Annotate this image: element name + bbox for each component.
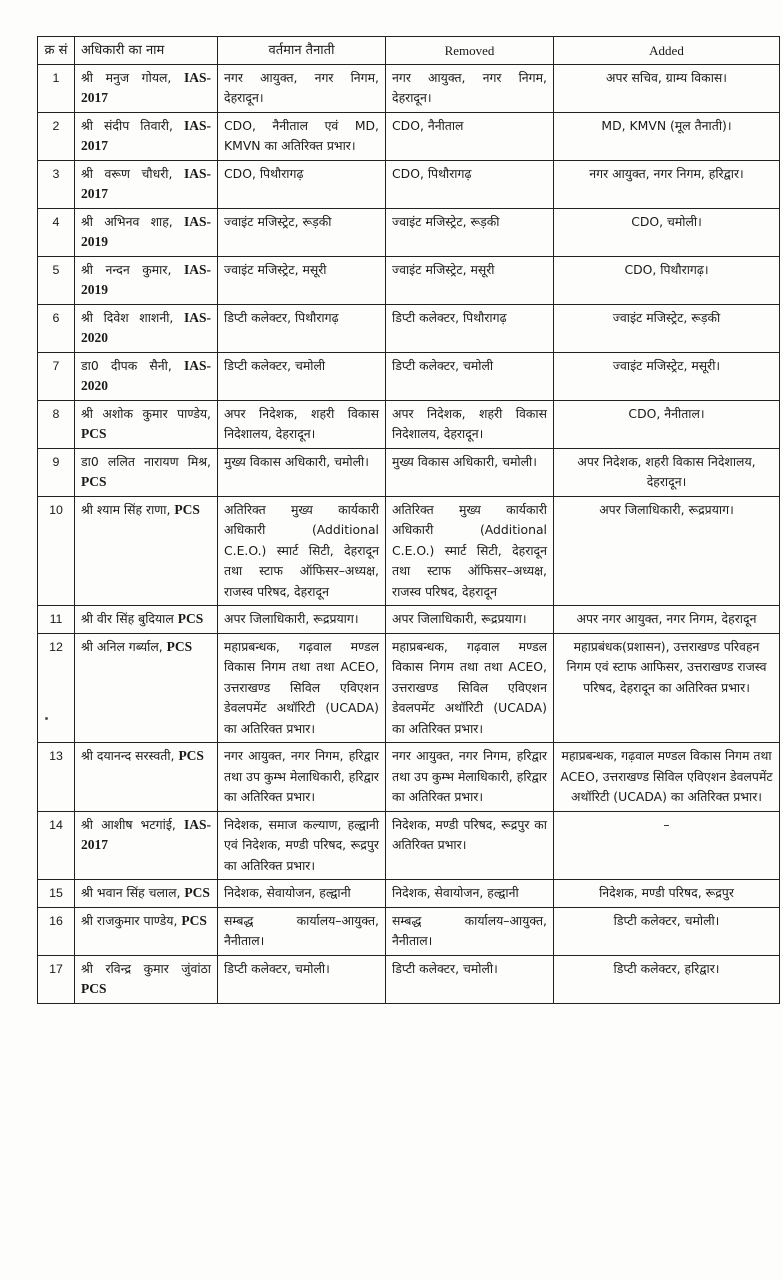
service-batch: PCS <box>166 638 193 654</box>
added-posting: निदेशक, मण्डी परिषद, रूद्रपुर <box>554 880 780 908</box>
service-batch: PCS <box>174 501 200 517</box>
added-posting: अपर जिलाधिकारी, रूद्रप्रयाग। <box>554 496 780 606</box>
removed-posting: महाप्रबन्धक, गढ़वाल मण्डल विकास निगम तथा तथा ACEO, उत्तराखण्ड सिविल एविएशन डेवलपमेंट अथॉरिटी (UCADA) का अतिरिक्त प्रभार। <box>386 633 554 743</box>
current-posting: अपर जिलाधिकारी, रूद्रप्रयाग। <box>218 606 386 634</box>
added-posting: MD, KMVN (मूल तैनाती)। <box>554 112 780 160</box>
table-row <box>38 208 780 256</box>
removed-posting: ज्वाइंट मजिस्ट्रेट, मसूरी <box>386 256 554 304</box>
service-batch: PCS <box>81 981 107 996</box>
added-posting: CDO, पिथौरागढ़। <box>554 256 780 304</box>
header-current-posting: वर्तमान तैनाती <box>218 37 386 65</box>
officer-name: श्री राजकुमार पाण्डेय, <box>81 912 178 928</box>
serial-number: 11 <box>38 606 75 634</box>
current-posting: नगर आयुक्त, नगर निगम, हरिद्वार तथा उप कुम्भ मेलाधिकारी, हरिद्वार का अतिरिक्त प्रभार। <box>218 743 386 812</box>
current-posting: नगर आयुक्त, नगर निगम, देहरादून। <box>218 64 386 112</box>
officer-name-cell <box>75 304 218 352</box>
current-posting: ज्वाइंट मजिस्ट्रेट, रूड़की <box>218 208 386 256</box>
current-posting: निदेशक, सेवायोजन, हल्द्वानी <box>218 880 386 908</box>
officer-name-cell <box>75 112 218 160</box>
table-row <box>38 606 780 634</box>
serial-number: 8 <box>38 400 75 448</box>
removed-posting: डिप्टी कलेक्टर, चमोली। <box>386 955 554 1003</box>
table-row <box>38 112 780 160</box>
current-posting: ज्वाइंट मजिस्ट्रेट, मसूरी <box>218 256 386 304</box>
serial-number: 12 <box>38 633 75 743</box>
service-batch: IAS-2017 <box>81 117 211 153</box>
officer-name: श्री आशीष भटगांई, <box>81 816 176 832</box>
serial-number: 1 <box>38 64 75 112</box>
officer-name-cell <box>75 256 218 304</box>
added-posting: डिप्टी कलेक्टर, हरिद्वार। <box>554 955 780 1003</box>
serial-number: 13 <box>38 743 75 812</box>
header-removed: Removed <box>386 37 554 65</box>
removed-posting: अपर निदेशक, शहरी विकास निदेशालय, देहरादून। <box>386 400 554 448</box>
service-batch: PCS <box>177 611 204 626</box>
officer-name: श्री भवान सिंह चलाल, <box>81 885 181 900</box>
added-posting: महाप्रबंधक(प्रशासन), उत्तराखण्ड परिवहन निगम एवं स्टाफ आफिसर, उत्तराखण्ड राजस्व परिषद, देहरादून का अतिरिक्त प्रभार। <box>554 633 780 743</box>
added-posting: CDO, नैनीताल। <box>554 400 780 448</box>
serial-number: 7 <box>38 352 75 400</box>
removed-posting: निदेशक, मण्डी परिषद, रूद्रपुर का अतिरिक्त प्रभार। <box>386 811 554 880</box>
removed-posting: निदेशक, सेवायोजन, हल्द्वानी <box>386 880 554 908</box>
current-posting: CDO, पिथौरागढ़ <box>218 160 386 208</box>
added-posting: ज्वाइंट मजिस्ट्रेट, मसूरी। <box>554 352 780 400</box>
table-row <box>38 880 780 908</box>
officer-name-cell <box>75 880 218 908</box>
current-posting: महाप्रबन्धक, गढ़वाल मण्डल विकास निगम तथा तथा ACEO, उत्तराखण्ड सिविल एविएशन डेवलपमेंट अथॉरिटी (UCADA) का अतिरिक्त प्रभार। <box>218 633 386 743</box>
officer-name-cell <box>75 448 218 496</box>
officer-name: श्री दिवेश शाशनी, <box>81 309 174 325</box>
added-posting: महाप्रबन्धक, गढ़वाल मण्डल विकास निगम तथा ACEO, उत्तराखण्ड सिविल एविएशन डेवलपमेंट अथॉरिटी (UCADA) का अतिरिक्त प्रभार। <box>554 743 780 812</box>
serial-number: 15 <box>38 880 75 908</box>
table-row <box>38 633 780 743</box>
service-batch: PCS <box>178 748 204 763</box>
table-row <box>38 352 780 400</box>
officer-name: श्री मनुज गोयल, <box>81 69 172 85</box>
officer-name: श्री वीर सिंह बुदियाल <box>81 611 174 626</box>
header-serial: क्र सं <box>38 37 75 65</box>
added-posting: अपर निदेशक, शहरी विकास निदेशालय, देहरादून। <box>554 448 780 496</box>
current-posting: अतिरिक्त मुख्य कार्यकारी अधिकारी (Additional C.E.O.) स्मार्ट सिटी, देहरादून तथा स्टाफ ऑफिसर–अध्यक्ष, राजस्व परिषद, देहरादून <box>218 496 386 606</box>
removed-posting: सम्बद्ध कार्यालय–आयुक्त, नैनीताल। <box>386 907 554 955</box>
service-batch: PCS <box>181 912 207 928</box>
current-posting: मुख्य विकास अधिकारी, चमोली। <box>218 448 386 496</box>
header-officer-name: अधिकारी का नाम <box>75 37 218 65</box>
removed-posting: नगर आयुक्त, नगर निगम, हरिद्वार तथा उप कुम्भ मेलाधिकारी, हरिद्वार का अतिरिक्त प्रभार। <box>386 743 554 812</box>
serial-number: 16 <box>38 907 75 955</box>
table-row <box>38 907 780 955</box>
table-row <box>38 811 780 880</box>
officer-name: श्री अभिनव शाह, <box>81 213 173 229</box>
table-row <box>38 448 780 496</box>
service-batch: IAS-2019 <box>81 213 211 249</box>
current-posting: निदेशक, समाज कल्याण, हल्द्वानी एवं निदेशक, मण्डी परिषद, रूद्रपुर का अतिरिक्त प्रभार। <box>218 811 386 880</box>
service-batch: IAS-2019 <box>81 261 211 297</box>
officer-name-cell <box>75 955 218 1003</box>
service-batch: IAS-2017 <box>81 69 211 105</box>
service-batch: PCS <box>184 885 210 900</box>
table-row <box>38 64 780 112</box>
officer-name: श्री अशोक कुमार पाण्डेय, <box>81 405 211 421</box>
officer-name-cell <box>75 633 218 743</box>
officer-name-cell <box>75 496 218 606</box>
current-posting: सम्बद्ध कार्यालय–आयुक्त, नैनीताल। <box>218 907 386 955</box>
table-header-row <box>38 37 780 65</box>
removed-posting: अतिरिक्त मुख्य कार्यकारी अधिकारी (Additional C.E.O.) स्मार्ट सिटी, देहरादून तथा स्टाफ ऑफिसर–अध्यक्ष, राजस्व परिषद, देहरादून <box>386 496 554 606</box>
service-batch: IAS-2020 <box>81 309 211 345</box>
officer-name: डा0 ललित नारायण मिश्र, <box>81 453 211 469</box>
table-row <box>38 743 780 812</box>
current-posting: डिप्टी कलेक्टर, चमोली। <box>218 955 386 1003</box>
officer-name-cell <box>75 208 218 256</box>
header-added: Added <box>554 37 780 65</box>
added-posting: अपर सचिव, ग्राम्य विकास। <box>554 64 780 112</box>
service-batch: IAS-2017 <box>81 816 211 852</box>
removed-posting: CDO, नैनीताल <box>386 112 554 160</box>
serial-number: 10 <box>38 496 75 606</box>
officer-name-cell <box>75 64 218 112</box>
service-batch: IAS-2020 <box>81 357 211 393</box>
officer-name-cell <box>75 743 218 812</box>
officer-name-cell <box>75 352 218 400</box>
removed-posting: CDO, पिथौरागढ़ <box>386 160 554 208</box>
table-row <box>38 400 780 448</box>
service-batch: IAS-2017 <box>81 165 211 201</box>
table-row <box>38 496 780 606</box>
table-row <box>38 304 780 352</box>
removed-posting: अपर जिलाधिकारी, रूद्रप्रयाग। <box>386 606 554 634</box>
service-batch: PCS <box>81 474 107 489</box>
serial-number: 6 <box>38 304 75 352</box>
service-batch: PCS <box>81 426 107 441</box>
current-posting: डिप्टी कलेक्टर, पिथौरागढ़ <box>218 304 386 352</box>
officer-name-cell <box>75 160 218 208</box>
serial-number: 3 <box>38 160 75 208</box>
officer-name: डा0 दीपक सैनी, <box>81 357 172 373</box>
current-posting: अपर निदेशक, शहरी विकास निदेशालय, देहरादून। <box>218 400 386 448</box>
officer-name: श्री दयानन्द सरस्वती, <box>81 748 175 763</box>
serial-number: 4 <box>38 208 75 256</box>
officer-name-cell <box>75 811 218 880</box>
table-row <box>38 256 780 304</box>
added-posting: CDO, चमोली। <box>554 208 780 256</box>
officer-name: श्री नन्दन कुमार, <box>81 261 172 277</box>
table-row <box>38 160 780 208</box>
officer-name-cell <box>75 907 218 955</box>
officer-name: श्री श्याम सिंह राणा, <box>81 501 171 517</box>
serial-number: 2 <box>38 112 75 160</box>
added-posting: डिप्टी कलेक्टर, चमोली। <box>554 907 780 955</box>
removed-posting: मुख्य विकास अधिकारी, चमोली। <box>386 448 554 496</box>
officer-name-cell <box>75 400 218 448</box>
removed-posting: डिप्टी कलेक्टर, चमोली <box>386 352 554 400</box>
serial-number: 14 <box>38 811 75 880</box>
current-posting: CDO, नैनीताल एवं MD, KMVN का अतिरिक्त प्रभार। <box>218 112 386 160</box>
added-posting: – <box>554 811 780 880</box>
removed-posting: डिप्टी कलेक्टर, पिथौरागढ़ <box>386 304 554 352</box>
transfer-table <box>37 36 780 1004</box>
officer-name: श्री अनिल गर्ब्याल, <box>81 638 163 654</box>
table-row <box>38 955 780 1003</box>
removed-posting: नगर आयुक्त, नगर निगम, देहरादून। <box>386 64 554 112</box>
added-posting: अपर नगर आयुक्त, नगर निगम, देहरादून <box>554 606 780 634</box>
officer-name: श्री वरूण चौधरी, <box>81 165 173 181</box>
serial-number: 17 <box>38 955 75 1003</box>
added-posting: ज्वाइंट मजिस्ट्रेट, रूड़की <box>554 304 780 352</box>
serial-number: 5 <box>38 256 75 304</box>
removed-posting: ज्वाइंट मजिस्ट्रेट, रूड़की <box>386 208 554 256</box>
officer-name: श्री रविन्द्र कुमार जुंवांठा <box>81 960 211 976</box>
current-posting: डिप्टी कलेक्टर, चमोली <box>218 352 386 400</box>
serial-number: 9 <box>38 448 75 496</box>
officer-name: श्री संदीप तिवारी, <box>81 117 173 133</box>
added-posting: नगर आयुक्त, नगर निगम, हरिद्वार। <box>554 160 780 208</box>
officer-name-cell <box>75 606 218 634</box>
